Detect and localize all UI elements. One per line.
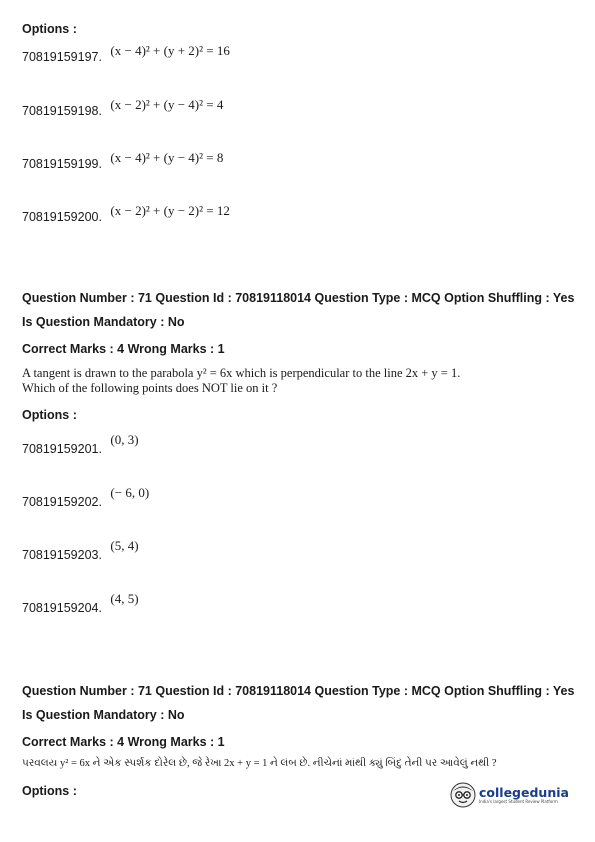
logo-name: collegedunia	[479, 784, 569, 800]
options-label: Options :	[22, 784, 77, 798]
option-id: 70819159204.	[22, 601, 102, 615]
option-row	[22, 150, 224, 173]
option-text: (x − 4)² + (y − 4)² = 8	[110, 150, 224, 165]
option-row	[22, 43, 230, 66]
question-text-gujarati: પરવલય y² = 6x ને એક સ્પર્શક દોરેલ છે, જે રેખા 2x + y = 1 ને લંબ છે. નીચેનાં માંથી ક્યું બિંદુ તેની પર આવેલું નથી ?	[22, 758, 497, 769]
option-row	[22, 485, 150, 511]
option-row	[22, 432, 139, 458]
option-id: 70819159202.	[22, 495, 102, 509]
option-id: 70819159203.	[22, 548, 102, 562]
options-label: Options :	[22, 22, 77, 36]
mandatory-label: Is Question Mandatory : No	[22, 708, 185, 722]
mandatory-label: Is Question Mandatory : No	[22, 315, 185, 329]
option-text: (0, 3)	[110, 432, 139, 447]
question-text-line-2: Which of the following points does NOT lie on it ?	[22, 381, 278, 395]
option-row	[22, 538, 139, 564]
option-row	[22, 97, 224, 120]
option-id: 70819159199.	[22, 157, 102, 171]
collegedunia-logo	[450, 782, 569, 808]
option-row	[22, 203, 230, 226]
option-id: 70819159201.	[22, 442, 102, 456]
option-text: (4, 5)	[110, 591, 139, 606]
option-id: 70819159198.	[22, 104, 102, 118]
option-text: (− 6, 0)	[110, 485, 150, 500]
marks-label: Correct Marks : 4 Wrong Marks : 1	[22, 342, 225, 356]
marks-label: Correct Marks : 4 Wrong Marks : 1	[22, 735, 225, 749]
option-text: (x − 2)² + (y − 2)² = 12	[110, 203, 230, 218]
option-id: 70819159197.	[22, 50, 102, 64]
question-header: Question Number : 71 Question Id : 70819118014 Question Type : MCQ Option Shuffling : Yes	[22, 291, 575, 305]
option-id: 70819159200.	[22, 210, 102, 224]
option-text: (x − 2)² + (y − 4)² = 4	[110, 97, 224, 112]
logo-tagline: India's largest Student Review Platform	[479, 798, 558, 804]
question-header: Question Number : 71 Question Id : 70819118014 Question Type : MCQ Option Shuffling : Yes	[22, 684, 575, 698]
options-label: Options :	[22, 408, 77, 422]
mascot-icon	[450, 782, 476, 808]
option-text: (x − 4)² + (y + 2)² = 16	[110, 43, 230, 58]
option-row	[22, 591, 139, 617]
option-text: (5, 4)	[110, 538, 139, 553]
question-text-line-1: A tangent is drawn to the parabola y² = 6x which is perpendicular to the line 2x + y = 1.	[22, 366, 461, 380]
